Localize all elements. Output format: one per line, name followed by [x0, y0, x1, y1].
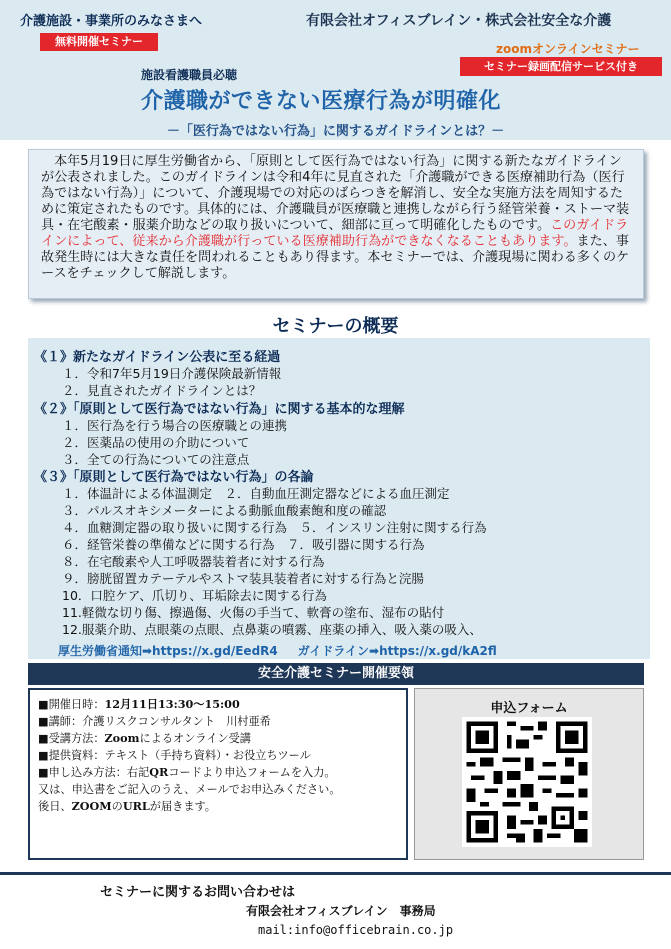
contact-title: セミナーに関するお問い合わせは: [100, 885, 296, 900]
contact-office: 有限会社オフィスブレイン 事務局: [246, 904, 436, 918]
list-item: 11.軽微な切り傷、擦過傷、火傷の手当て、軟膏の塗布、湿布の貼付: [62, 605, 445, 620]
detail-datetime: [38, 696, 398, 713]
list-item: 10．口腔ケア、爪切り、耳垢除去に関する行為: [62, 588, 327, 603]
detail-materials: ■提供資料：テキスト（手持ち資料）・お役立ちツール: [38, 749, 311, 762]
method-zoom: Zoom: [104, 731, 140, 745]
list-item: １．医行為を行う場合の医療職との連携: [62, 418, 288, 433]
detail-apply-line2: 又は、申込書をご記入のうえ、メールでお申込みください。: [38, 783, 341, 796]
section-heading: 《３》「原則として医行為ではない行為」の各論: [34, 470, 314, 485]
contact-email[interactable]: mail:info@officebrain.co.jp: [258, 923, 454, 937]
datetime-label: ■開催日時：: [38, 698, 105, 711]
free-seminar-badge: 無料開催セミナー: [40, 33, 158, 51]
list-item: ２．見直されたガイドラインとは？: [62, 383, 262, 398]
apply-label: ■申し込み方法：右記: [38, 766, 150, 779]
apply-line3-suffix: が届きます。: [149, 800, 216, 813]
list-item: ４．血糖測定器の取り扱いに関する行為 ５．インスリン注射に関する行為: [62, 520, 487, 535]
intro-box: [28, 149, 644, 299]
recording-service-badge: セミナー録画配信サービス付き: [460, 57, 662, 76]
detail-method: [38, 730, 398, 747]
footer-divider: [0, 872, 671, 875]
list-item: ９．膀胱留置カテーテルやストマ装具装着者に対する行為と浣腸: [62, 571, 424, 586]
details-heading-bar: 安全介護セミナー開催要領: [28, 663, 644, 685]
application-form-box: [414, 688, 644, 860]
intro-paragraph: [41, 154, 633, 282]
apply-line3-mid: の: [111, 800, 123, 813]
list-item: １．令和7年5月19日介護保険最新情報: [62, 366, 282, 381]
overview-title: セミナーの概要: [272, 316, 399, 337]
application-form-label: 申込フォーム: [490, 701, 568, 716]
detail-apply-line3: [38, 798, 398, 815]
list-item: ８．在宅酸素や人工呼吸器装着者に対する行為: [62, 554, 325, 569]
guideline-link[interactable]: ガイドライン➡https://x.gd/kA2fl: [297, 644, 497, 658]
method-text: によるオンライン受講: [139, 732, 251, 745]
section-heading: 《１》新たなガイドライン公表に至る経過: [34, 350, 281, 365]
zoom-online-label: zoomオンラインセミナー: [496, 42, 640, 56]
page-title: 介護職ができない医療行為が明確化: [141, 89, 502, 114]
target-audience-kicker: 施設看護職員必聴: [141, 68, 238, 82]
apply-line3-text: 後日、: [38, 800, 72, 813]
qr-code-icon[interactable]: [462, 717, 592, 847]
apply-line3-zoom: ZOOM: [71, 799, 112, 813]
section-heading: 《２》「原則として医行為ではない行為」に関する基本的な理解: [34, 402, 405, 417]
list-item: １．体温計による体温測定 ２．自動血圧測定器などによる血圧測定: [62, 486, 450, 501]
detail-apply: [38, 764, 398, 781]
list-item: ６．経管栄養の準備などに関する行為 ７．吸引器に関する行為: [62, 537, 425, 552]
intro-text-continued: また、事故発生時には大きな責任を問われることもあり得ます。本セミナーでは、介護現場に関わる多くのケースをチェックして解説します。: [41, 234, 630, 281]
datetime-value: 12月11日13:30～15:00: [104, 697, 240, 711]
list-item: 12.服薬介助、点眼薬の点眼、点鼻薬の噴霧、座薬の挿入、吸入薬の吸入、: [62, 622, 482, 637]
detail-lecturer: ■講師：介護リスクコンサルタント 川村亜希: [38, 715, 271, 728]
reference-links: [58, 642, 497, 659]
apply-line3-url: URL: [122, 799, 150, 813]
page-subtitle: －「医行為ではない行為」に関するガイドラインとは？－: [166, 124, 505, 139]
apply-text: コードより申込フォームを入力。: [168, 766, 336, 779]
audience-label: 介護施設・事業所のみなさまへ: [20, 14, 203, 29]
intro-text: 本年5月19日に厚生労働省から、「原則として医行為ではない行為」に関する新たなガイドラインが公表されました。このガイドラインは令和4年に見直された「介護職ができる医療補助行為（医行為ではない行為）」について、介護現場での対応のばらつきを解消し、安全な実施方法を周知するために策定されたものです。具体的には、介護職員が医療職と連携しながら行う経管栄養・ストーマ装具・在宅酸素・服薬介助などの取り扱いについて、細部に亘って明確化したものです。: [41, 154, 630, 233]
overview-panel: [28, 338, 650, 659]
mhlw-notice-link[interactable]: 厚生労働省通知➡https://x.gd/EedR4: [58, 644, 278, 658]
method-label: ■受講方法：: [38, 732, 105, 745]
organizer-names: 有限会社オフィスブレイン・株式会社安全な介護: [306, 13, 612, 29]
details-box: [28, 688, 408, 860]
apply-qr-word: QR: [149, 765, 169, 779]
intro-highlight: このガイドラインによって、従来から介護職が行っている医療補助行為ができなくなることもあります。: [41, 218, 629, 249]
list-item: ３．全ての行為についての注意点: [62, 452, 250, 467]
list-item: ３．パルスオキシメーターによる動脈血酸素飽和度の確認: [62, 503, 387, 518]
list-item: ２．医薬品の使用の介助について: [62, 435, 250, 450]
